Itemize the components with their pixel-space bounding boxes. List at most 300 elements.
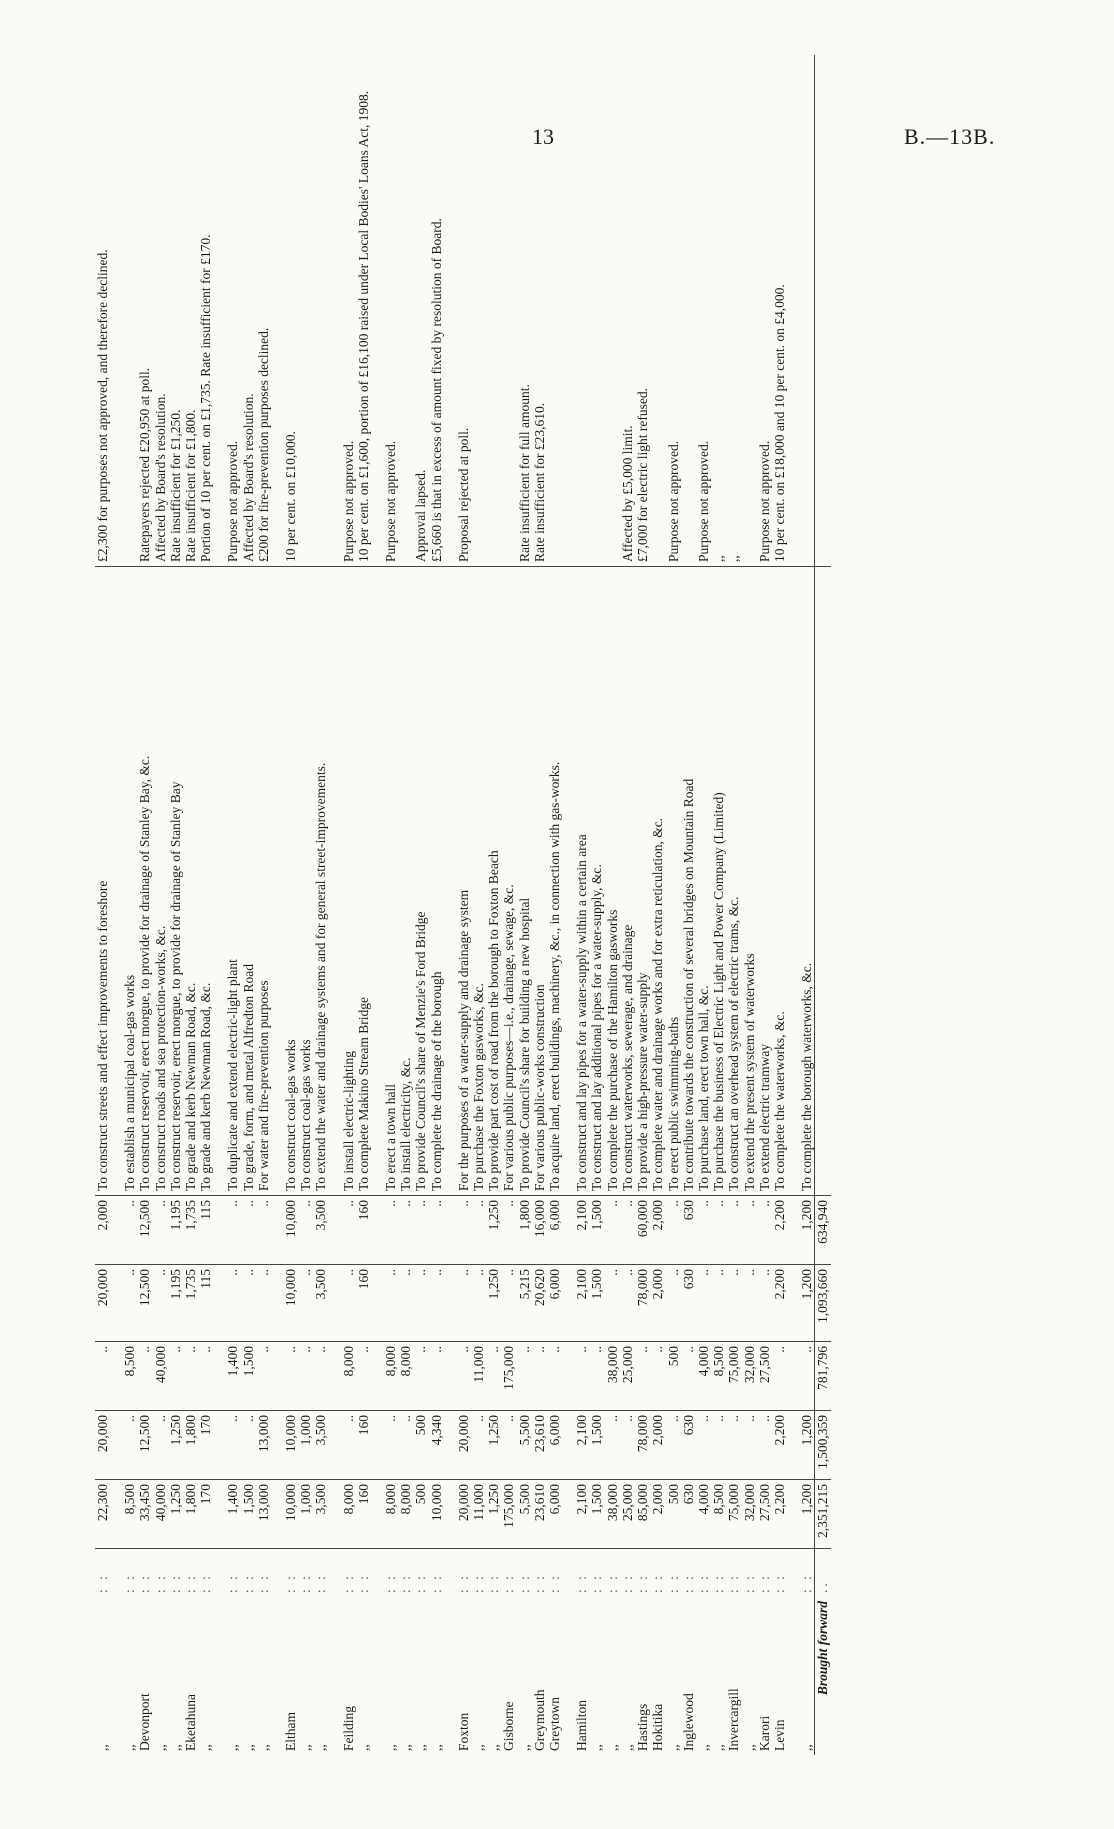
- amount-borrowed-cell: 1,500: [589, 1196, 604, 1265]
- amount-applied-cell: 75,000: [726, 1480, 741, 1549]
- place-cell: Levin: [771, 1719, 787, 1751]
- purpose-cell: To construct coal-gas works: [283, 567, 298, 1196]
- purpose-cell: To provide Council's share for building a new hospital: [517, 567, 532, 1196]
- remark-cell: 10 per cent. on £10,000.: [283, 55, 298, 567]
- amount-borrowed-cell: ..: [429, 1196, 444, 1265]
- amount-declined-cell: ..: [298, 1342, 313, 1411]
- amount-approved-cell: 1,000: [298, 1411, 313, 1480]
- amount-applied-cell: 8,000: [341, 1480, 356, 1549]
- leader-dots: : :: [340, 1573, 356, 1593]
- place-cell: Greytown: [547, 1697, 563, 1751]
- amount-declined-cell: 11,000: [471, 1342, 486, 1411]
- amount-applied-cell: 500: [413, 1480, 428, 1549]
- amount-declined-cell: ..: [650, 1342, 665, 1411]
- amount-applied-cell: 1,400: [225, 1480, 240, 1549]
- amount-approved-cell: 1,800: [183, 1411, 198, 1480]
- amount-sanctioned-cell: 10,000: [283, 1265, 298, 1342]
- leader-dots: : :: [255, 1573, 271, 1593]
- place-cell: ,,: [398, 1744, 414, 1751]
- table-row: [772, 55, 787, 1755]
- place-cell: Gisborne: [501, 1701, 517, 1751]
- spacer-row: [562, 55, 574, 1755]
- table-row: [532, 55, 547, 1755]
- amount-declined-cell: ..: [635, 1342, 650, 1411]
- amount-sanctioned-cell: ..: [398, 1265, 413, 1342]
- place-cell: ,,: [225, 1744, 241, 1751]
- purpose-cell: To construct an overhead system of electric trams, &c.: [726, 567, 741, 1196]
- remark-cell: Rate insufficient for £1,250.: [168, 55, 183, 567]
- amount-sanctioned-cell: ..: [696, 1265, 711, 1342]
- total-n3: 781,796: [815, 1342, 831, 1411]
- table-row: [696, 55, 711, 1755]
- leader-dots: : :: [547, 1573, 563, 1593]
- remark-cell: £5,660 is that in excess of amount fixed by resolution of Board.: [429, 55, 444, 567]
- table-row: [757, 55, 772, 1755]
- amount-declined-cell: ..: [137, 1342, 152, 1411]
- amount-approved-cell: ..: [383, 1411, 398, 1480]
- amount-sanctioned-cell: ..: [620, 1265, 635, 1342]
- table-row: [137, 55, 152, 1755]
- place-cell: ,,: [695, 1744, 711, 1751]
- place-cell: ,,: [471, 1744, 487, 1751]
- amount-declined-cell: ..: [183, 1342, 198, 1411]
- purpose-cell: To complete the borough waterworks, &c.: [799, 567, 815, 1196]
- amount-approved-cell: 1,200: [799, 1411, 815, 1480]
- leader-dots: : :: [167, 1573, 183, 1593]
- remark-cell: [313, 55, 328, 567]
- purpose-cell: To complete the drainage of the borough: [429, 567, 444, 1196]
- remark-cell: [547, 55, 562, 567]
- table-row: [241, 55, 256, 1755]
- amount-sanctioned-cell: 20,620: [532, 1265, 547, 1342]
- spacer-row: [329, 55, 341, 1755]
- amount-declined-cell: ..: [589, 1342, 604, 1411]
- amount-sanctioned-cell: ..: [726, 1265, 741, 1342]
- amount-applied-cell: 1,250: [486, 1480, 501, 1549]
- place-cell: ,,: [255, 1744, 271, 1751]
- amount-sanctioned-cell: 1,195: [168, 1265, 183, 1342]
- table-row: [153, 55, 168, 1755]
- amount-approved-cell: 6,000: [547, 1411, 562, 1480]
- amount-approved-cell: ..: [620, 1411, 635, 1480]
- purpose-cell: For various public purposes—i.e., drainage, sewage, &c.: [501, 567, 516, 1196]
- amount-sanctioned-cell: 12,500: [137, 1265, 152, 1342]
- amount-declined-cell: ..: [413, 1342, 428, 1411]
- amount-sanctioned-cell: ..: [413, 1265, 428, 1342]
- amount-borrowed-cell: 1,200: [799, 1196, 815, 1265]
- place-cell: ,,: [413, 1744, 429, 1751]
- amount-borrowed-cell: ..: [153, 1196, 168, 1265]
- amount-applied-cell: 23,610: [532, 1480, 547, 1549]
- table-row: [589, 55, 604, 1755]
- amount-applied-cell: 1,800: [183, 1480, 198, 1549]
- total-n4: 1,093,660: [815, 1265, 831, 1342]
- remark-cell: Rate insufficient for £1,800.: [183, 55, 198, 567]
- amount-sanctioned-cell: 1,200: [799, 1265, 815, 1342]
- amount-approved-cell: ..: [696, 1411, 711, 1480]
- amount-borrowed-cell: ..: [742, 1196, 757, 1265]
- amount-borrowed-cell: 630: [681, 1196, 696, 1265]
- purpose-cell: To install electric-lighting: [341, 567, 356, 1196]
- table-row: [313, 55, 328, 1755]
- amount-approved-cell: ..: [241, 1411, 256, 1480]
- place-cell: ,,: [167, 1744, 183, 1751]
- amount-borrowed-cell: 2,200: [772, 1196, 787, 1265]
- amount-sanctioned-cell: ..: [605, 1265, 620, 1342]
- leader-dots: : :: [313, 1573, 329, 1593]
- amount-sanctioned-cell: 2,000: [650, 1265, 665, 1342]
- table-row: [256, 55, 271, 1755]
- leader-dots: : :: [604, 1573, 620, 1593]
- amount-borrowed-cell: 16,000: [532, 1196, 547, 1265]
- amount-borrowed-cell: ..: [298, 1196, 313, 1265]
- purpose-cell: To establish a municipal coal-gas works: [122, 567, 137, 1196]
- amount-applied-cell: 170: [198, 1480, 213, 1549]
- page-number: 13: [532, 124, 554, 149]
- purpose-cell: To erect public swimming-baths: [666, 567, 681, 1196]
- purpose-cell: To construct coal-gas works: [298, 567, 313, 1196]
- leader-dots: : :: [741, 1573, 757, 1593]
- amount-sanctioned-cell: ..: [298, 1265, 313, 1342]
- purpose-cell: To provide a high-pressure water-supply: [635, 567, 650, 1196]
- spacer-row: [271, 55, 283, 1755]
- purpose-cell: To grade and kerb Newman Road, &c.: [198, 567, 213, 1196]
- amount-approved-cell: 3,500: [313, 1411, 328, 1480]
- table-row: [456, 55, 471, 1755]
- amount-approved-cell: ..: [757, 1411, 772, 1480]
- loans-table-body: [95, 55, 831, 1755]
- leader-dots: : :: [283, 1573, 299, 1593]
- leader-dots: : :: [122, 1573, 138, 1593]
- amount-declined-cell: ..: [681, 1342, 696, 1411]
- amount-borrowed-cell: ..: [757, 1196, 772, 1265]
- place-cell: ,,: [355, 1744, 371, 1751]
- amount-borrowed-cell: 1,250: [486, 1196, 501, 1265]
- amount-approved-cell: 1,500: [589, 1411, 604, 1480]
- amount-borrowed-cell: ..: [256, 1196, 271, 1265]
- amount-borrowed-cell: 115: [198, 1196, 213, 1265]
- table-row: [517, 55, 532, 1755]
- leader-dots: : :: [413, 1573, 429, 1593]
- amount-approved-cell: 2,100: [574, 1411, 589, 1480]
- remark-cell: [486, 55, 501, 567]
- leader-dots: : :: [771, 1573, 787, 1593]
- amount-applied-cell: 160: [356, 1480, 371, 1549]
- table-row: [605, 55, 620, 1755]
- purpose-cell: To construct roads and sea protection-works, &c.: [153, 567, 168, 1196]
- table-row: [547, 55, 562, 1755]
- amount-applied-cell: 11,000: [471, 1480, 486, 1549]
- purpose-cell: To contribute towards the construction of several bridges on Mountain Road: [681, 567, 696, 1196]
- place-cell: Feilding: [340, 1705, 356, 1751]
- spacer-row: [110, 55, 122, 1755]
- amount-approved-cell: 500: [413, 1411, 428, 1480]
- table-row: [356, 55, 371, 1755]
- amount-borrowed-cell: 6,000: [547, 1196, 562, 1265]
- amount-approved-cell: ..: [471, 1411, 486, 1480]
- table-row: [298, 55, 313, 1755]
- leader-dots: : :: [756, 1573, 772, 1593]
- purpose-cell: To construct and lay pipes for a water-supply within a certain area: [574, 567, 589, 1196]
- amount-borrowed-cell: ..: [666, 1196, 681, 1265]
- amount-borrowed-cell: ..: [696, 1196, 711, 1265]
- leader-dots: : :: [665, 1573, 681, 1593]
- purpose-cell: To complete the waterworks, &c.: [772, 567, 787, 1196]
- remark-cell: Purpose not approved.: [383, 55, 398, 567]
- place-cell: Inglewood: [680, 1693, 696, 1751]
- amount-borrowed-cell: ..: [225, 1196, 240, 1265]
- place-cell: Devonport: [137, 1693, 153, 1751]
- amount-approved-cell: 12,500: [137, 1411, 152, 1480]
- amount-approved-cell: 20,000: [456, 1411, 471, 1480]
- table-row: [501, 55, 516, 1755]
- amount-applied-cell: 13,000: [256, 1480, 271, 1549]
- amount-sanctioned-cell: 1,735: [183, 1265, 198, 1342]
- remark-cell: Rate insufficient for £23,610.: [532, 55, 547, 567]
- amount-approved-cell: 4,340: [429, 1411, 444, 1480]
- total-n5: 634,940: [815, 1196, 831, 1265]
- amount-approved-cell: 13,000: [256, 1411, 271, 1480]
- amount-approved-cell: ..: [501, 1411, 516, 1480]
- total-n2: 1,500,359: [815, 1411, 831, 1480]
- place-cell: Foxton: [455, 1712, 471, 1751]
- amount-applied-cell: 1,200: [799, 1480, 815, 1549]
- total-n1: 2,351,215: [815, 1480, 831, 1549]
- amount-sanctioned-cell: 630: [681, 1265, 696, 1342]
- leader-dots: : :: [589, 1573, 605, 1593]
- remark-cell: 10 per cent. on £1,600, portion of £16,100 raised under Local Bodies' Loans Act, 1908.: [356, 55, 371, 567]
- brought-forward-row: [815, 55, 831, 1755]
- remark-cell: Portion of 10 per cent. on £1,735. Rate insufficient for £170.: [198, 55, 213, 567]
- amount-applied-cell: 27,500: [757, 1480, 772, 1549]
- amount-declined-cell: 8,000: [383, 1342, 398, 1411]
- purpose-cell: To purchase the Foxton gasworks, &c.: [471, 567, 486, 1196]
- purpose-cell: For various public-works construction: [532, 567, 547, 1196]
- amount-applied-cell: 40,000: [153, 1480, 168, 1549]
- table-row: [799, 55, 815, 1755]
- leader-dots: : :: [240, 1573, 256, 1593]
- amount-sanctioned-cell: 78,000: [635, 1265, 650, 1342]
- leader-dots: : :: [355, 1573, 371, 1593]
- place-cell: ,,: [619, 1744, 635, 1751]
- amount-borrowed-cell: 2,000: [650, 1196, 665, 1265]
- table-row: [635, 55, 650, 1755]
- place-cell: Hamilton: [574, 1700, 590, 1751]
- amount-sanctioned-cell: 5,215: [517, 1265, 532, 1342]
- place-cell: ,,: [313, 1744, 329, 1751]
- remark-cell: [589, 55, 604, 567]
- purpose-cell: To acquire land, erect buildings, machinery, &c., in connection with gas-works.: [547, 567, 562, 1196]
- amount-borrowed-cell: 160: [356, 1196, 371, 1265]
- amount-approved-cell: ..: [742, 1411, 757, 1480]
- amount-borrowed-cell: 12,500: [137, 1196, 152, 1265]
- amount-sanctioned-cell: ..: [666, 1265, 681, 1342]
- amount-declined-cell: ..: [799, 1342, 815, 1411]
- remark-cell: [681, 55, 696, 567]
- amount-applied-cell: 85,000: [635, 1480, 650, 1549]
- amount-sanctioned-cell: 20,000: [95, 1265, 110, 1342]
- table-row: [283, 55, 298, 1755]
- amount-approved-cell: 160: [356, 1411, 371, 1480]
- place-cell: Invercargill: [726, 1688, 742, 1751]
- amount-approved-cell: 630: [681, 1411, 696, 1480]
- table-row: [711, 55, 726, 1755]
- amount-borrowed-cell: 1,735: [183, 1196, 198, 1265]
- table-row: [650, 55, 665, 1755]
- amount-declined-cell: 8,500: [122, 1342, 137, 1411]
- amount-borrowed-cell: ..: [471, 1196, 486, 1265]
- amount-sanctioned-cell: ..: [383, 1265, 398, 1342]
- purpose-cell: To construct waterworks, sewerage, and drainage: [620, 567, 635, 1196]
- total-empty: ..: [815, 1549, 831, 1598]
- amount-applied-cell: 4,000: [696, 1480, 711, 1549]
- amount-borrowed-cell: 1,800: [517, 1196, 532, 1265]
- amount-approved-cell: 78,000: [635, 1411, 650, 1480]
- amount-applied-cell: 2,100: [574, 1480, 589, 1549]
- amount-applied-cell: 38,000: [605, 1480, 620, 1549]
- amount-borrowed-cell: 2,100: [574, 1196, 589, 1265]
- place-cell: Karori: [756, 1715, 772, 1751]
- place-cell: ,,: [240, 1744, 256, 1751]
- amount-sanctioned-cell: 2,200: [772, 1265, 787, 1342]
- amount-applied-cell: 22,300: [95, 1480, 110, 1549]
- amount-approved-cell: ..: [726, 1411, 741, 1480]
- amount-sanctioned-cell: 160: [356, 1265, 371, 1342]
- place-cell: ,,: [198, 1744, 214, 1751]
- amount-declined-cell: 27,500: [757, 1342, 772, 1411]
- place-cell: ,,: [122, 1744, 138, 1751]
- table-row: [742, 55, 757, 1755]
- amount-applied-cell: 10,000: [283, 1480, 298, 1549]
- remark-cell: 10 per cent. on £18,000 and 10 per cent. on £4,000.: [772, 55, 787, 567]
- amount-sanctioned-cell: ..: [341, 1265, 356, 1342]
- amount-sanctioned-cell: ..: [429, 1265, 444, 1342]
- amount-approved-cell: 1,250: [168, 1411, 183, 1480]
- leader-dots: : :: [799, 1573, 815, 1593]
- amount-sanctioned-cell: 3,500: [313, 1265, 328, 1342]
- remark-cell: [650, 55, 665, 567]
- remark-cell: Affected by £5,000 limit.: [620, 55, 635, 567]
- amount-declined-cell: 500: [666, 1342, 681, 1411]
- amount-approved-cell: ..: [225, 1411, 240, 1480]
- amount-applied-cell: 175,000: [501, 1480, 516, 1549]
- amount-borrowed-cell: ..: [711, 1196, 726, 1265]
- amount-declined-cell: 32,000: [742, 1342, 757, 1411]
- remark-cell: Purpose not approved.: [341, 55, 356, 567]
- remark-cell: Approval lapsed.: [413, 55, 428, 567]
- remark-cell: Proposal rejected at poll.: [456, 55, 471, 567]
- amount-applied-cell: 33,450: [137, 1480, 152, 1549]
- amount-declined-cell: ..: [283, 1342, 298, 1411]
- purpose-cell: To erect a town hall: [383, 567, 398, 1196]
- amount-applied-cell: 500: [666, 1480, 681, 1549]
- amount-sanctioned-cell: ..: [456, 1265, 471, 1342]
- leader-dots: : :: [383, 1573, 399, 1593]
- leader-dots: : :: [711, 1573, 727, 1593]
- purpose-cell: To construct and lay additional pipes for a water-supply, &c.: [589, 567, 604, 1196]
- leader-dots: : :: [574, 1573, 590, 1593]
- purpose-cell: To extend the water and drainage systems and for general street-improvements.: [313, 567, 328, 1196]
- amount-borrowed-cell: ..: [501, 1196, 516, 1265]
- remark-cell: Affected by Board's resolution.: [241, 55, 256, 567]
- place-cell: Hastings: [635, 1703, 651, 1751]
- leader-dots: : :: [650, 1573, 666, 1593]
- amount-applied-cell: 2,200: [772, 1480, 787, 1549]
- leader-dots: : :: [471, 1573, 487, 1593]
- remark-cell: [605, 55, 620, 567]
- amount-sanctioned-cell: ..: [711, 1265, 726, 1342]
- amount-declined-cell: 75,000: [726, 1342, 741, 1411]
- leader-dots: : :: [183, 1573, 199, 1593]
- table-row: [429, 55, 444, 1755]
- amount-borrowed-cell: ..: [605, 1196, 620, 1265]
- table-row: [95, 55, 110, 1755]
- amount-borrowed-cell: ..: [726, 1196, 741, 1265]
- amount-borrowed-cell: ..: [456, 1196, 471, 1265]
- amount-declined-cell: 175,000: [501, 1342, 516, 1411]
- leader-dots: : :: [619, 1573, 635, 1593]
- amount-applied-cell: 2,000: [650, 1480, 665, 1549]
- amount-declined-cell: ..: [517, 1342, 532, 1411]
- amount-borrowed-cell: ..: [620, 1196, 635, 1265]
- amount-approved-cell: 1,250: [486, 1411, 501, 1480]
- amount-declined-cell: 8,000: [341, 1342, 356, 1411]
- amount-borrowed-cell: ..: [341, 1196, 356, 1265]
- amount-approved-cell: ..: [605, 1411, 620, 1480]
- leader-dots: : :: [635, 1573, 651, 1593]
- amount-approved-cell: 2,200: [772, 1411, 787, 1480]
- remark-cell: [574, 55, 589, 567]
- amount-sanctioned-cell: ..: [256, 1265, 271, 1342]
- place-cell: ,,: [516, 1744, 532, 1751]
- place-cell: ,,: [604, 1744, 620, 1751]
- amount-borrowed-cell: 3,500: [313, 1196, 328, 1265]
- amount-approved-cell: 20,000: [95, 1411, 110, 1480]
- purpose-cell: To provide part cost of road from the borough to Foxton Beach: [486, 567, 501, 1196]
- place-cell: ,,: [298, 1744, 314, 1751]
- remark-cell: Affected by Board's resolution.: [153, 55, 168, 567]
- amount-applied-cell: 6,000: [547, 1480, 562, 1549]
- leader-dots: : :: [726, 1573, 742, 1593]
- amount-applied-cell: 10,000: [429, 1480, 444, 1549]
- amount-applied-cell: 25,000: [620, 1480, 635, 1549]
- table-row: [681, 55, 696, 1755]
- remark-cell: Purpose not approved.: [666, 55, 681, 567]
- total-empty: [815, 55, 831, 567]
- amount-declined-cell: ..: [313, 1342, 328, 1411]
- place-cell: ,,: [665, 1744, 681, 1751]
- amount-sanctioned-cell: ..: [241, 1265, 256, 1342]
- purpose-cell: To provide Council's share of Menzie's Ford Bridge: [413, 567, 428, 1196]
- amount-sanctioned-cell: ..: [757, 1265, 772, 1342]
- table-row: [666, 55, 681, 1755]
- amount-borrowed-cell: 10,000: [283, 1196, 298, 1265]
- table-row: [486, 55, 501, 1755]
- amount-sanctioned-cell: ..: [742, 1265, 757, 1342]
- table-row: [183, 55, 198, 1755]
- amount-declined-cell: ..: [574, 1342, 589, 1411]
- amount-approved-cell: 23,610: [532, 1411, 547, 1480]
- amount-approved-cell: ..: [398, 1411, 413, 1480]
- amount-applied-cell: 32,000: [742, 1480, 757, 1549]
- table-row: [471, 55, 486, 1755]
- remark-cell: £7,000 for electric light refused.: [635, 55, 650, 567]
- amount-applied-cell: 8,000: [398, 1480, 413, 1549]
- amount-declined-cell: ..: [429, 1342, 444, 1411]
- amount-sanctioned-cell: 6,000: [547, 1265, 562, 1342]
- amount-borrowed-cell: ..: [383, 1196, 398, 1265]
- leader-dots: : :: [225, 1573, 241, 1593]
